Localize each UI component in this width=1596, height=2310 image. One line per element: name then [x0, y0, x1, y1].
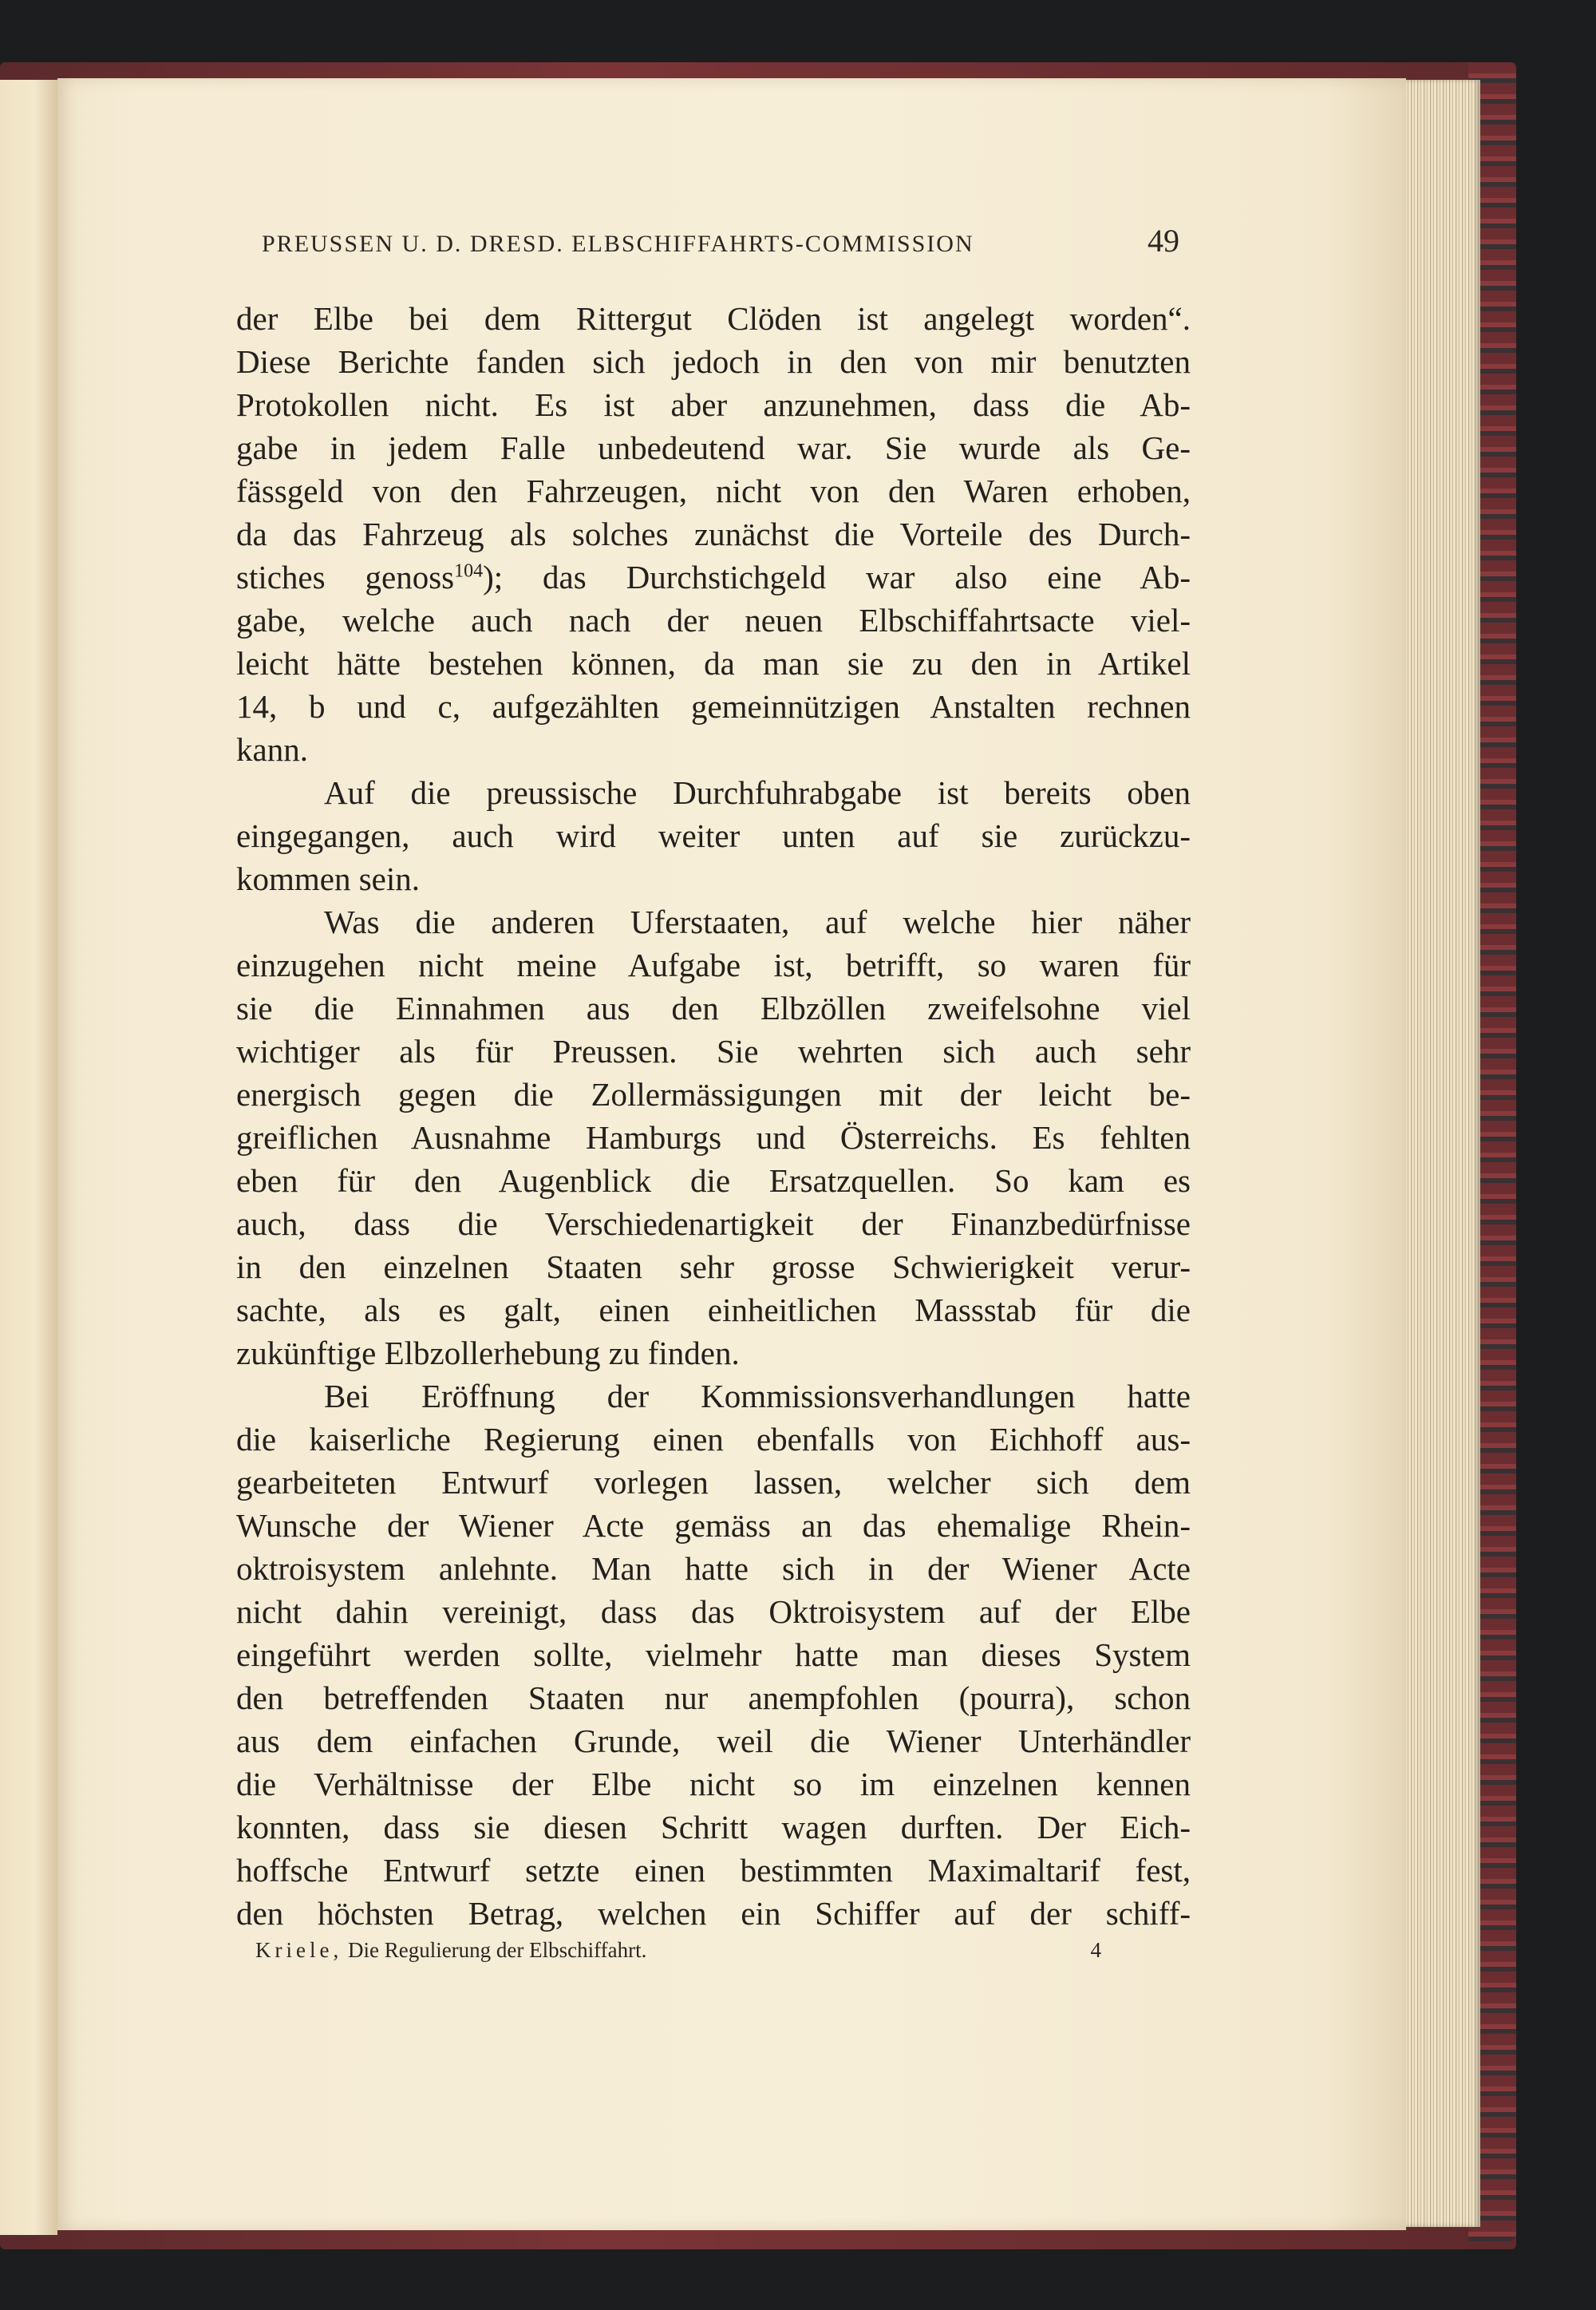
text-segment: stiches genoss [236, 559, 455, 595]
footer-author: Kriele, [255, 1938, 343, 1962]
footer-citation [255, 1938, 646, 1963]
text-line: kann. [236, 731, 308, 768]
text-line: eingeführt werden sollte, vielmehr hatte man dieses System [236, 1636, 1191, 1673]
text-line: Wunsche der Wiener Acte gemäss an das ehemalige Rhein- [236, 1507, 1191, 1544]
signature-mark: 4 [1090, 1938, 1101, 1962]
text-line: Auf die preussische Durchfuhrabgabe ist bereits oben [324, 774, 1191, 811]
text-line: gearbeiteten Entwurf vorlegen lassen, welcher sich dem [236, 1464, 1191, 1501]
text-line: greiflichen Ausnahme Hamburgs und Österreichs. Es fehlten [236, 1119, 1191, 1156]
text-line: wichtiger als für Preussen. Sie wehrten sich auch sehr [236, 1033, 1191, 1070]
text-line: zukünftige Elbzollerhebung zu finden. [236, 1335, 740, 1371]
text-line: eingegangen, auch wird weiter unten auf sie zurückzu- [236, 817, 1191, 854]
text-line: Bei Eröffnung der Kommissionsverhandlungen hatte [324, 1378, 1191, 1414]
text-segment: ); das Durchstichgeld war also eine Ab- [483, 559, 1191, 595]
text-line: die kaiserliche Regierung einen ebenfalls von Eichhoff aus- [236, 1421, 1191, 1458]
text-line: den höchsten Betrag, welchen ein Schiffer auf der schiff- [236, 1895, 1191, 1932]
text-line: nicht dahin vereinigt, dass das Oktroisystem auf der Elbe [236, 1593, 1191, 1630]
text-line: Was die anderen Uferstaaten, auf welche hier näher [324, 904, 1191, 940]
text-line: konnten, dass sie diesen Schritt wagen durften. Der Eich- [236, 1809, 1191, 1845]
text-line: auch, dass die Verschiedenartigkeit der Finanzbedürfnisse [236, 1205, 1191, 1242]
text-line: leicht hätte bestehen können, da man sie zu den in Artikel [236, 645, 1191, 682]
text-line: energisch gegen die Zollermässigungen mit der leicht be- [236, 1076, 1191, 1113]
text-line: sachte, als es galt, einen einheitlichen Massstab für die [236, 1291, 1191, 1328]
text-line: Diese Berichte fanden sich jedoch in den von mir benutzten [236, 343, 1191, 380]
text-line: 14, b und c, aufgezählten gemeinnützigen Anstalten rechnen [236, 688, 1191, 725]
text-line: in den einzelnen Staaten sehr grosse Schwierigkeit verur- [236, 1248, 1191, 1285]
text-line: den betreffenden Staaten nur anempfohlen (pourra), schon [236, 1679, 1191, 1716]
text-line: aus dem einfachen Grunde, weil die Wiener Unterhändler [236, 1723, 1191, 1759]
text-line-with-footnote [236, 556, 1191, 599]
text-line: fässgeld von den Fahrzeugen, nicht von den Waren erhoben, [236, 473, 1191, 509]
page-number: 49 [1148, 223, 1179, 259]
facing-page-edge [0, 80, 57, 2235]
text-line: die Verhältnisse der Elbe nicht so im einzelnen kennen [236, 1766, 1191, 1802]
text-line: kommen sein. [236, 860, 421, 897]
body-text [236, 297, 1191, 1935]
text-line: hoffsche Entwurf setzte einen bestimmten Maximaltarif fest, [236, 1852, 1191, 1889]
text-line: da das Fahrzeug als solches zunächst die Vorteile des Durch- [236, 516, 1191, 552]
footer-title: Die Regulierung der Elbschiffahrt. [347, 1938, 647, 1962]
text-line: einzugehen nicht meine Aufgabe ist, betrifft, so waren für [236, 947, 1191, 983]
text-line: Protokollen nicht. Es ist aber anzunehmen, dass die Ab- [236, 386, 1191, 423]
text-line: der Elbe bei dem Rittergut Clöden ist angelegt worden“. [236, 300, 1191, 337]
page-header [262, 222, 1179, 259]
running-head: PREUSSEN U. D. DRESD. ELBSCHIFFAHRTS-COMMISSION [262, 231, 974, 257]
text-line: gabe, welche auch nach der neuen Elbschiffahrtsacte viel- [236, 602, 1191, 639]
text-line: oktroisystem anlehnte. Man hatte sich in der Wiener Acte [236, 1550, 1191, 1587]
text-line: gabe in jedem Falle unbedeutend war. Sie wurde als Ge- [236, 429, 1191, 466]
text-line: sie die Einnahmen aus den Elbzöllen zweifelsohne viel [236, 990, 1191, 1026]
page-footer [255, 1938, 1109, 1963]
text-line: eben für den Augenblick die Ersatzquellen. So kam es [236, 1162, 1191, 1199]
footnote-reference[interactable]: 104 [454, 560, 484, 582]
